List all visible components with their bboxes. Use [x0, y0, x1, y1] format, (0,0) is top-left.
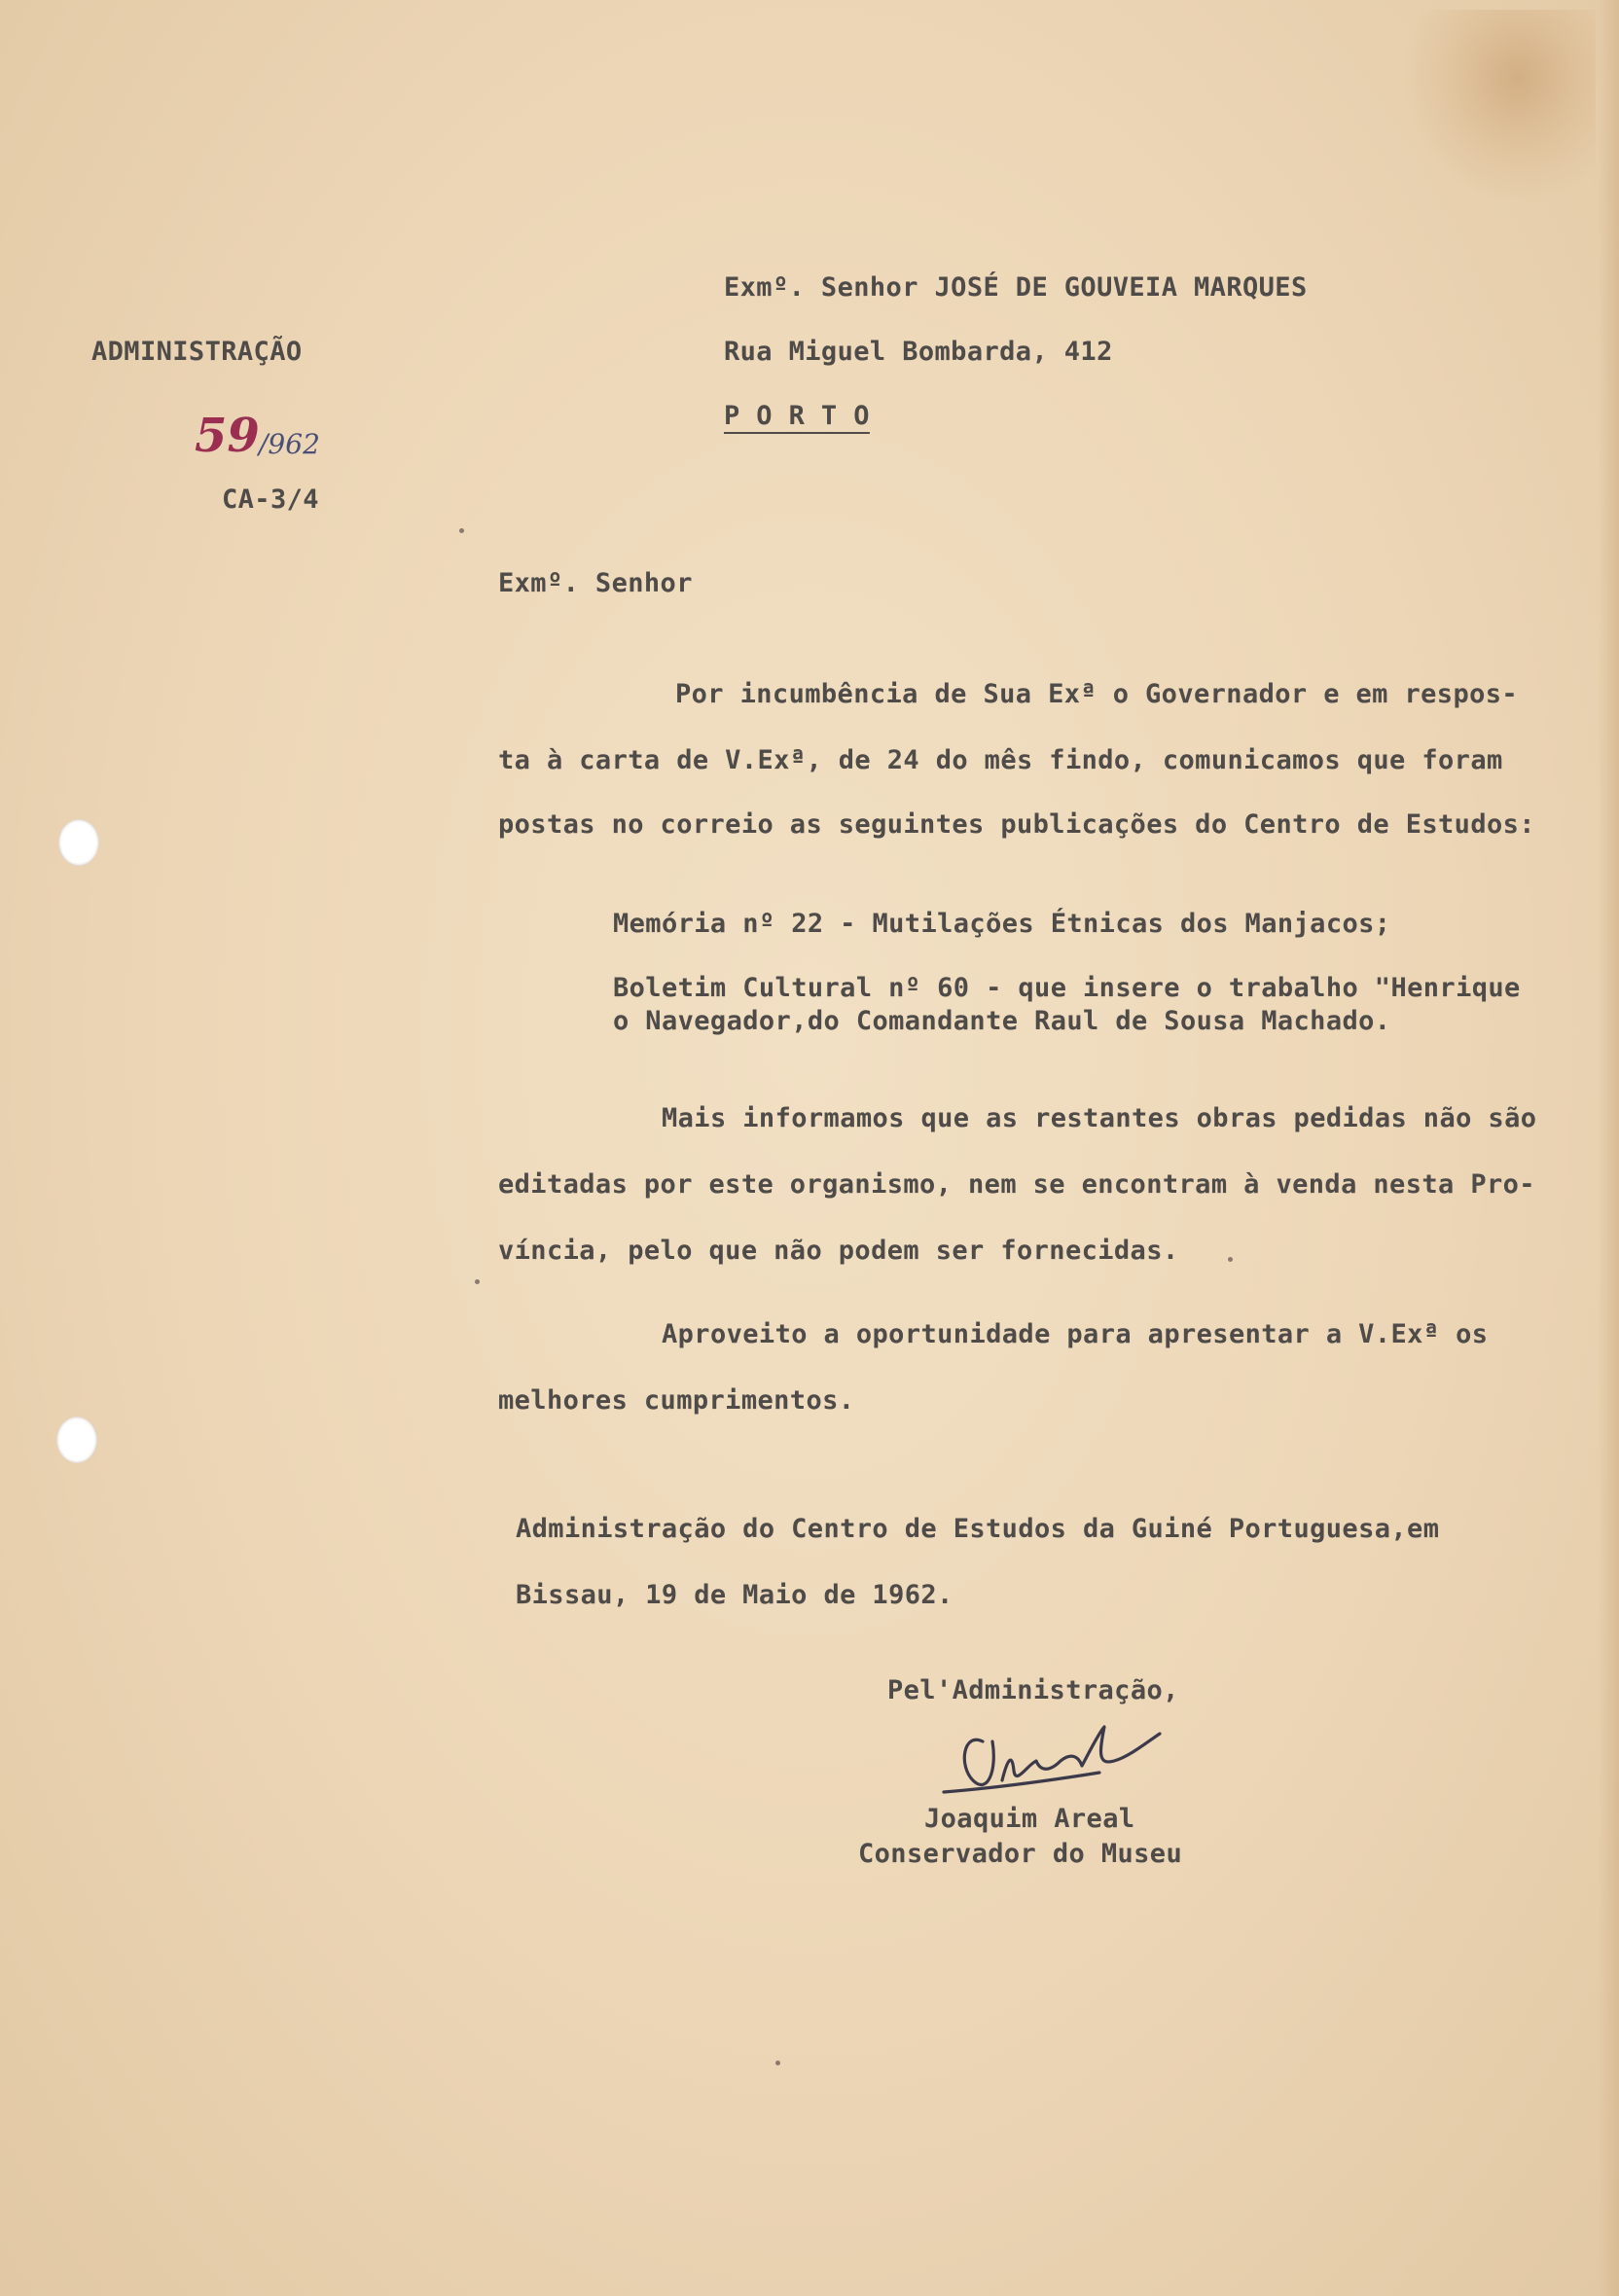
body-line: ta à carta de V.Exª, de 24 do mês findo, comunicamos que foram [498, 745, 1503, 775]
body-line: postas no correio as seguintes publicações do Centro de Estudos: [498, 809, 1535, 840]
ink-speck [459, 528, 464, 533]
place-line: Administração do Centro de Estudos da Guiné Portuguesa,em [516, 1514, 1440, 1544]
body-line: Mais informamos que as restantes obras pedidas não são [662, 1103, 1537, 1133]
salutation: Exmº. Senhor [498, 568, 693, 598]
recipient-city: P O R T O [724, 401, 870, 431]
body-line: editadas por este organismo, nem se encontram à venda nesta Pro- [498, 1169, 1535, 1200]
publication-item: Boletim Cultural nº 60 - que insere o trabalho "Henrique [613, 973, 1521, 1003]
punch-hole-bottom [56, 1417, 97, 1463]
publication-item-continued: o Navegador,do Comandante Raul de Sousa Machado. [613, 1006, 1391, 1036]
handwritten-number: 59 [195, 409, 260, 463]
body-line: Por incumbência de Sua Exª o Governador e em respos- [675, 679, 1519, 709]
recipient-street: Rua Miguel Bombarda, 412 [724, 337, 1113, 367]
signatory-title: Conservador do Museu [858, 1839, 1183, 1869]
signature-for-label: Pel'Administração, [887, 1675, 1179, 1705]
ink-speck [1228, 1257, 1233, 1262]
paper-stain [1401, 10, 1596, 204]
punch-hole-top [58, 819, 99, 866]
paper-edge-shadow [1598, 0, 1619, 2296]
body-line: melhores cumprimentos. [498, 1385, 855, 1416]
reference-code: CA-3/4 [222, 484, 319, 515]
body-line: Aproveito a oportunidade para apresentar a V.Exª os [662, 1319, 1489, 1349]
recipient-name: Exmº. Senhor JOSÉ DE GOUVEIA MARQUES [724, 272, 1308, 303]
publication-item: Memória nº 22 - Mutilações Étnicas dos Manjacos; [613, 909, 1391, 939]
office-label: ADMINISTRAÇÃO [91, 337, 303, 367]
body-line: víncia, pelo que não podem ser fornecidas. [498, 1236, 1179, 1266]
ink-speck [475, 1279, 480, 1284]
date-line: Bissau, 19 de Maio de 1962. [516, 1580, 953, 1610]
signatory-name: Joaquim Areal [924, 1804, 1135, 1834]
ink-speck [775, 2061, 780, 2065]
handwritten-year: /962 [259, 428, 320, 460]
